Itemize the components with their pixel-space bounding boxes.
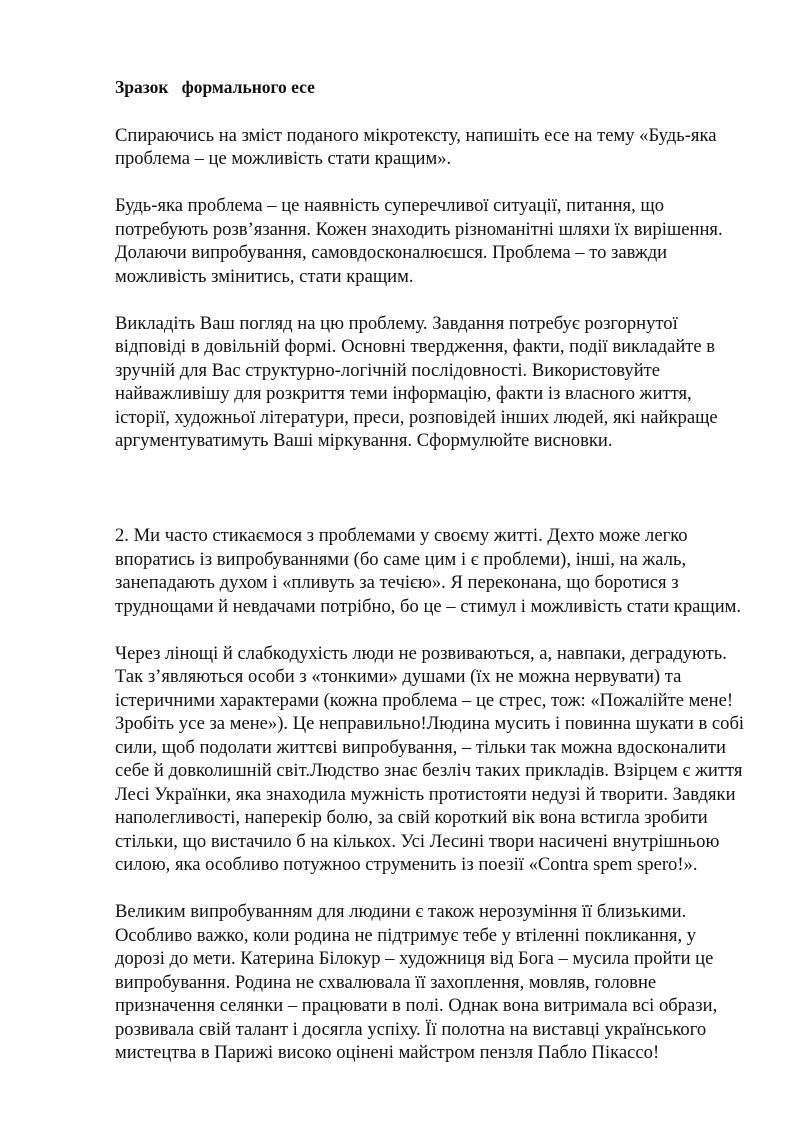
- section-gap: [115, 476, 745, 524]
- essay-argument-paragraph: Через лінощі й слабкодухість люди не розвиваються, а, навпаки, деградують. Так з’являються особи з «тонкими» душами (їх не можна нервувати) та істеричними характерами (кожна проблема – це стрес, тож: «Пожалійте мене! Зробіть усе за мене»). Це неправильно!Людина мусить і повинна шукати в собі сили, щоб подолати життєві випробування, – тільки так можна вдосконалити себе й довколишній світ.Людство знає безліч таких прикладів. Взірцем є життя Лесі Українки, яка знаходила мужність протистояти недузі й творити. Завдяки наполегливості, наперекір болю, за свій короткий вік вона встигла зробити стільки, що вистачило б на кількох. Усі Лесині твори насичені внутрішньою силою, яка особливо потужноо струменить із поезії «Contra spem spero!».: [115, 642, 745, 875]
- essay-example-paragraph: Великим випробуванням для людини є також нерозуміння її близькими. Особливо важко, коли родина не підтримує тебе у втіленні покликання, у дорозі до мети. Катерина Білокур – художниця від Бога – мусила пройти це випробування. Родина не схвалювала її захоплення, мовляв, головне призначення селянки – працювати в полі. Однак вона витримала всі образи, розвивала свій талант і досягла успіху. Її полотна на виставці українського мистецтва в Парижі високо оцінені майстром пензля Пабло Пікассо!: [115, 901, 718, 1063]
- document-body: [115, 76, 745, 1088]
- essay-intro-paragraph: 2. Ми часто стикаємося з проблемами у своєму житті. Дехто може легко впоратись із випробуваннями (бо саме цим і є проблеми), інші, на жаль, занепадають духом і «пливуть за течією». Я переконана, що боротися з труднощами й невдачами потрібно, бо це – стимул і можливість стати кращим.: [115, 525, 742, 617]
- problem-definition-paragraph: Будь-яка проблема – це наявність суперечливої ситуації, питання, що потребують розв’язання. Кожен знаходить різноманітні шляхи їх вирішення. Долаючи випробування, самовдосконалюєшся. Проблема – то завжди можливість змінитись, стати кращим.: [115, 195, 723, 287]
- task-prompt-paragraph: Спираючись на зміст поданого мікротексту, напишіть есе на тему «Будь-яка проблема – це можливість стати кращим».: [115, 124, 717, 169]
- instructions-paragraph: Викладіть Ваш погляд на цю проблему. Завдання потребує розгорнутої відповіді в довільній формі. Основні твердження, факти, події викладайте в зручній для Вас структурно-логічній послідовності. Використовуйте найважливішу для розкриття теми інформацію, факти із власного життя, історії, художньої літератури, преси, розповідей інших людей, які найкраще аргументуватимуть Ваші міркування. Сформулюйте висновки.: [115, 312, 718, 451]
- document-title: Зразок формального есе: [115, 77, 315, 97]
